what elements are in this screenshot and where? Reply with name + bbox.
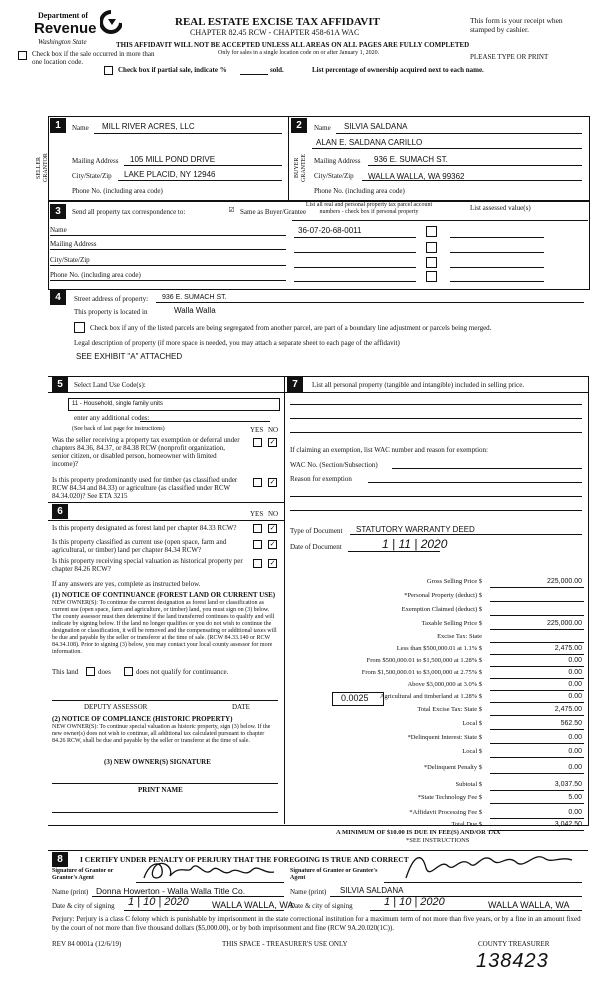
- tax2-row-1-value: 0.00: [568, 748, 582, 755]
- grantee-name-label: Name (print): [290, 888, 327, 896]
- buyer-name-label: Name: [314, 124, 331, 132]
- notice2-body: NEW OWNER(S): To continue special valuation as historic property, sign (3) below. If the new owner(s) does not wish to continue, all additional tax calculated pursuant to chapter 84.26 RCW, shall be due and payable by the seller or transferor at the time of sale.: [52, 724, 271, 744]
- does-checkbox[interactable]: [86, 667, 95, 676]
- no-header: NO: [268, 426, 279, 434]
- segregated-label: Check box if any of the listed parcels are being segregated from another parcel, are part of a boundary line adjustment or parcels being merged.: [90, 324, 492, 332]
- tax2-row-5-value: 0.00: [568, 809, 582, 816]
- exemption-label: If claiming an exemption, list WAC number and reason for exemption:: [290, 446, 488, 454]
- tax-row-3-label: Taxable Selling Price $: [421, 620, 482, 627]
- s6-yes-header: YES: [250, 510, 264, 518]
- seller-name: MILL RIVER ACRES, LLC: [102, 122, 195, 131]
- personal-property-label: List all personal property (tangible and intangible) included in selling price.: [312, 381, 525, 389]
- corr-phone-label: Phone No. (including area code): [50, 271, 141, 279]
- wac-label: WAC No. (Section/Subsection): [290, 461, 378, 469]
- doc-type-value: STATUTORY WARRANTY DEED: [356, 525, 475, 534]
- form-number: REV 84 0001a (12/6/19): [52, 940, 122, 948]
- single-location-note: Only for sales in a single location code on or after January 1, 2020.: [218, 50, 380, 56]
- same-as-buyer-label: Same as Buyer/Grantee: [240, 208, 307, 216]
- print-name-label: PRINT NAME: [138, 786, 183, 794]
- partial-sale-label: Check box if partial sale, indicate %: [118, 66, 227, 74]
- same-as-buyer-checkbox[interactable]: ☑: [228, 206, 235, 214]
- grantee-date-city-label: Date & city of signing: [290, 902, 353, 910]
- seller-phone-label: Phone No. (including area code): [72, 187, 163, 195]
- q2-yes-checkbox[interactable]: [253, 478, 262, 487]
- section-1-badge: 1: [50, 118, 66, 133]
- tax-row-5-label: Less than $500,000.01 at 1.1% $: [396, 645, 482, 652]
- deputy-date-label: DATE: [232, 703, 250, 711]
- q1-no-checkbox[interactable]: ✓: [269, 438, 276, 446]
- s6-q3-yes-checkbox[interactable]: [253, 559, 262, 568]
- tax-row-7-value: 0.00: [568, 669, 582, 676]
- s6-no-header: NO: [268, 510, 279, 518]
- grantee-sig-label: Signature of Grantee or Grantee's Agent: [290, 868, 378, 881]
- grantor-signature: [140, 856, 280, 884]
- land-use-code-value: 11 - Household, single family units: [72, 401, 163, 407]
- ownership-pct-label: List percentage of ownership acquired next to each name.: [312, 66, 484, 74]
- section-5-badge: 5: [52, 377, 68, 392]
- located-label: This property is located in: [74, 308, 148, 316]
- s6-if-yes: If any answers are yes, complete as instructed below.: [52, 580, 201, 588]
- corr-name-label: Name: [50, 226, 67, 234]
- land-use-q2: Is this property predominantly used for timber (as classified under RCW 84.34 and 84.33) or agriculture (as classified under RCW 84.34.020)? See ETA 3215: [52, 476, 238, 500]
- tax2-row-3-label: Subtotal $: [455, 781, 482, 788]
- correspondence-label: Send all property tax correspondence to:: [72, 208, 186, 216]
- s6-q2: Is this property classified as current use (open space, farm and agricultural, or timber) land per chapter 84.34 RCW?: [52, 538, 227, 554]
- located-city: Walla Walla: [174, 306, 216, 315]
- tax2-row-4-value: 5.00: [568, 794, 582, 801]
- section-3-badge: 3: [50, 204, 66, 219]
- local-tax-value: 562.50: [560, 720, 582, 727]
- type-or-print: PLEASE TYPE OR PRINT: [470, 53, 549, 61]
- doc-date-label: Date of Document: [290, 543, 342, 551]
- dept-line1: Department of: [38, 11, 88, 20]
- grantor-date-city-label: Date & city of signing: [52, 902, 115, 910]
- yes-header: YES: [250, 426, 264, 434]
- see-instructions-note: *SEE INSTRUCTIONS: [406, 837, 470, 844]
- tax-row-2-label: Exemption Claimed (deduct) $: [401, 606, 482, 613]
- section-8-badge: 8: [52, 852, 68, 867]
- q1-yes-checkbox[interactable]: [253, 438, 262, 447]
- warning-text: THIS AFFIDAVIT WILL NOT BE ACCEPTED UNLESS ALL AREAS ON ALL PAGES ARE FULLY COMPLETED: [116, 41, 470, 49]
- treasurer-use-only: THIS SPACE - TREASURER'S USE ONLY: [222, 940, 348, 948]
- receipt-note: This form is your receipt when stamped by cashier.: [470, 16, 563, 34]
- grantee-name: SILVIA SALDANA: [340, 886, 404, 895]
- does-not-checkbox[interactable]: [124, 667, 133, 676]
- tax-row-1-label: *Personal Property (deduct) $: [404, 592, 482, 599]
- tax-row-6-value: 0.00: [568, 657, 582, 664]
- minimum-fee-note: A MINIMUM OF $10.00 IS DUE IN FEE(S) AND/OR TAX: [336, 829, 501, 836]
- local-rate-value: 0.0025: [341, 693, 369, 703]
- notice2-title: (2) NOTICE OF COMPLIANCE (HISTORIC PROPERTY): [52, 715, 233, 723]
- parcel-3-checkbox[interactable]: [426, 257, 437, 268]
- seller-city-label: City/State/Zip: [72, 172, 112, 180]
- buyer-phone-label: Phone No. (including area code): [314, 187, 405, 195]
- tax-row-3-value: 225,000.00: [546, 620, 582, 627]
- seller-side-label: SELLER GRANTOR: [36, 153, 49, 183]
- parcel-header: List all real and personal property tax parcel account numbers - check box if personal property: [305, 202, 433, 215]
- grantor-sig-label: Signature of Grantor or Grantor's Agent: [52, 868, 114, 881]
- reason-label: Reason for exemption: [290, 475, 352, 483]
- s6-q1: Is this property designated as forest land per chapter 84.33 RCW?: [52, 524, 237, 532]
- local-tax-label: Local $: [462, 720, 482, 727]
- deputy-assessor-label: DEPUTY ASSESSOR: [84, 703, 148, 711]
- buyer-mailing-label: Mailing Address: [314, 157, 361, 165]
- tax2-row-0-label: *Delinquent Interest: State $: [407, 734, 482, 741]
- tax2-row-2-label: *Delinquent Penalty $: [423, 764, 482, 771]
- grantor-name-label: Name (print): [52, 888, 89, 896]
- legal-description: SEE EXHIBIT "A" ATTACHED: [76, 352, 183, 361]
- legal-label: Legal description of property (if more space is needed, you may attach a separate sheet to each page of the affidavit): [74, 339, 400, 347]
- form-title: REAL ESTATE EXCISE TAX AFFIDAVIT: [175, 16, 380, 28]
- perjury-text: Perjury: Perjury is a class C felony which is punishable by imprisonment in the state correctional institution for a maximum term of not more than five years, or by a fine in an amount fixed by the court of not more than five thousand dollars ($5,000.00), or by both imprisonment and fine (RCW 9A.20.020(1C)).: [52, 915, 581, 932]
- buyer-city: WALLA WALLA, WA 99362: [368, 172, 465, 181]
- s6-q2-yes-checkbox[interactable]: [253, 540, 262, 549]
- tax2-row-6-value: 3,042.50: [554, 821, 582, 828]
- s6-q1-yes-checkbox[interactable]: [253, 524, 262, 533]
- tax-row-8-label: Above $3,000,000 at 3.0% $: [407, 681, 482, 688]
- additional-codes-label: enter any additional codes:: [74, 414, 150, 422]
- local-rate-box: [332, 692, 384, 706]
- land-use-q1: Was the seller receiving a property tax exemption or deferral under chapters 84.36, 84.37, or 84.38 RCW (nonprofit organization, senior citizen, or disabled person, homeowner with limited income)?: [52, 436, 240, 468]
- dept-line2: Revenue: [34, 20, 97, 37]
- revenue-logo-icon: [100, 10, 122, 36]
- section-2-badge: 2: [291, 118, 307, 133]
- seller-mailing-label: Mailing Address: [72, 157, 119, 165]
- dept-line3: Washington State: [38, 38, 87, 46]
- see-back-note: (See back of last page for instructions): [72, 426, 165, 432]
- s6-q3: Is this property receiving special valuation as historical property per chapter 84.26 RCW?: [52, 557, 243, 573]
- corr-city-label: City/State/Zip: [50, 256, 90, 264]
- does-label: does: [98, 668, 111, 676]
- tax-row-4-label: Excise Tax: State: [437, 633, 482, 640]
- section-4-badge: 4: [50, 290, 66, 305]
- parcel-number: 36-07-20-68-0011: [298, 226, 362, 235]
- parcel-1-checkbox[interactable]: [426, 226, 437, 237]
- land-use-label: Select Land Use Code(s):: [74, 381, 146, 389]
- assessed-header: List assessed value(s): [470, 204, 531, 212]
- tax-row-8-value: 0.00: [568, 681, 582, 688]
- s6-q1-no-checkbox[interactable]: ✓: [269, 524, 276, 532]
- seller-name-label: Name: [72, 124, 89, 132]
- notice1-body: NEW OWNER(S): To continue the current designation as forest land or classification as current use (open space, farm and agriculture, or timber) land, you must sign on (3) below. The county assessor must then determine if the land transferred continues to qualify and will indicate by signing below. If the land no longer qualifies or you do not wish to continue the designation or classification, it will be removed and the compensating or additional taxes will be due and payable by the seller or transferor at the time of sale. (RCW 84.33.140 or RCW 84.34.108). Prior to signing (3) below, you may contact your local county assessor for more information.: [52, 600, 277, 655]
- seller-mailing: 105 MILL POND DRIVE: [130, 155, 216, 164]
- street-address: 936 E. SUMACH ST.: [162, 294, 227, 301]
- doc-date-value: 1 | 11 | 2020: [382, 537, 448, 551]
- tax2-row-2-value: 0.00: [568, 764, 582, 771]
- buyer-mailing: 936 E. SUMACH ST.: [374, 155, 448, 164]
- section-6-badge: 6: [52, 504, 68, 519]
- corr-mailing-label: Mailing Address: [50, 240, 97, 248]
- tax-row-7-label: From $1,500,000.01 to $3,000,000 at 2.75% $: [361, 669, 482, 676]
- grantor-city: WALLA WALLA, WA: [212, 900, 294, 910]
- tax2-row-3-value: 3,037.50: [554, 781, 582, 788]
- tax2-row-4-label: *State Technology Fee $: [417, 794, 482, 801]
- buyer-city-label: City/State/Zip: [314, 172, 354, 180]
- tax-row-10-label: Total Excise Tax: State $: [417, 706, 482, 713]
- parcel-4-checkbox[interactable]: [426, 271, 437, 282]
- grantor-date: 1 | 10 | 2020: [128, 896, 189, 908]
- this-land-label: This land: [52, 668, 79, 676]
- county-treasurer: COUNTY TREASURER: [478, 940, 550, 948]
- form-chapter: CHAPTER 82.45 RCW - CHAPTER 458-61A WAC: [190, 28, 360, 37]
- grantee-signature: [400, 848, 580, 886]
- grantee-date: 1 | 10 | 2020: [384, 896, 445, 908]
- tax-row-9-label: Agricultural and timberland at 1.28% $: [379, 693, 482, 700]
- buyer-name-2: ALAN E. SALDANA CARILLO: [316, 138, 423, 147]
- does-not-label: does not qualify for continuance.: [136, 668, 229, 676]
- parcel-2-checkbox[interactable]: [426, 242, 437, 253]
- tax-row-5-value: 2,475.00: [554, 645, 582, 652]
- tax-row-10-value: 2,475.00: [554, 706, 582, 713]
- doc-type-label: Type of Document: [290, 527, 343, 535]
- q2-no-checkbox[interactable]: ✓: [269, 478, 276, 486]
- s6-q2-no-checkbox[interactable]: ✓: [269, 540, 276, 548]
- sold-label: sold.: [270, 66, 284, 74]
- multi-location-checkbox[interactable]: [18, 51, 27, 60]
- tax2-row-0-value: 0.00: [568, 734, 582, 741]
- notice1-title: (1) NOTICE OF CONTINUANCE (FOREST LAND OR CURRENT USE): [52, 591, 276, 599]
- new-owner-sig-label: (3) NEW OWNER(S) SIGNATURE: [104, 758, 211, 766]
- tax2-row-1-label: Local $: [462, 748, 482, 755]
- s6-q3-no-checkbox[interactable]: ✓: [269, 559, 276, 567]
- tax-row-0-value: 225,000.00: [546, 578, 582, 585]
- buyer-side-label: BUYER GRANTEE: [294, 154, 307, 182]
- certify-statement: I CERTIFY UNDER PENALTY OF PERJURY THAT THE FOREGOING IS TRUE AND CORRECT: [80, 855, 409, 864]
- tax-row-9-value: 0.00: [568, 693, 582, 700]
- partial-sale-checkbox[interactable]: [104, 66, 113, 75]
- section-7-badge: 7: [287, 377, 303, 392]
- street-label: Street address of property:: [74, 295, 149, 303]
- tax-row-0-label: Gross Selling Price $: [426, 578, 482, 585]
- receipt-number: 138423: [476, 950, 549, 972]
- grantor-name: Donna Howerton - Walla Walla Title Co.: [96, 886, 246, 896]
- tax-row-6-label: From $500,000.01 to $1,500,000 at 1.28% $: [366, 657, 482, 664]
- multi-location-label: Check box if the sale occurred in more than one location code.: [32, 50, 155, 66]
- segregated-checkbox[interactable]: [74, 322, 85, 333]
- buyer-name-1: SILVIA SALDANA: [344, 122, 408, 131]
- grantee-city: WALLA WALLA, WA: [488, 900, 570, 910]
- tax2-row-5-label: *Affidavit Processing Fee $: [409, 809, 482, 816]
- land-use-code-select[interactable]: [68, 398, 280, 411]
- tax2-row-6-label: Total Due $: [451, 821, 482, 828]
- seller-city: LAKE PLACID, NY 12946: [124, 170, 216, 179]
